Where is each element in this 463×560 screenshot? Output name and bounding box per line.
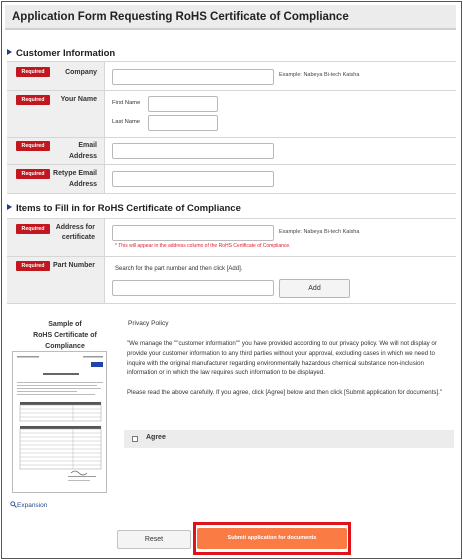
- address-label-line1: Address for: [55, 224, 95, 231]
- address-example: Example: Nabeya Bi-tech Kaisha: [279, 229, 360, 235]
- retype-email-label-cell: [7, 165, 105, 193]
- company-label: Company: [65, 69, 97, 76]
- retype-email-label-line1: Retype Email: [53, 170, 97, 177]
- page-title: Application Form Requesting RoHS Certificate of Compliance: [12, 11, 349, 23]
- name-row: [7, 91, 456, 138]
- certificate-preview-image: [13, 352, 107, 493]
- items-section-heading: [7, 203, 241, 214]
- agree-checkbox[interactable]: [132, 436, 138, 442]
- customer-section-heading: [7, 48, 115, 59]
- sample-title-line2: RoHS Certificate of: [33, 332, 97, 339]
- email-label-line1: Email: [78, 142, 97, 149]
- part-number-label: Part Number: [52, 262, 95, 269]
- submit-button[interactable]: Submit application for documents: [197, 528, 347, 549]
- part-search-hint: Search for the part number and then click [Add].: [115, 266, 243, 272]
- expansion-label: Expansion: [17, 502, 48, 509]
- section-marker-icon: [7, 204, 12, 210]
- address-input[interactable]: [112, 225, 274, 241]
- first-name-label: First Name: [112, 100, 141, 106]
- customer-section-title: Customer Information: [16, 48, 116, 59]
- company-example: Example: Nabeya Bi-tech Kaisha: [279, 72, 360, 78]
- privacy-paragraph-2: Please read the above carefully. If you agree, click [Agree] below and then click [Submit application for documents].": [127, 388, 443, 396]
- reset-button[interactable]: Reset: [117, 530, 191, 549]
- magnifier-icon: [10, 501, 17, 508]
- customer-table: [7, 61, 456, 193]
- name-label: Your Name: [60, 96, 97, 103]
- retype-email-input[interactable]: [112, 171, 274, 187]
- address-label-line2: certificate: [61, 234, 95, 241]
- agree-label[interactable]: Agree: [146, 434, 166, 441]
- add-button[interactable]: Add: [279, 279, 350, 298]
- required-badge: Required: [16, 169, 50, 179]
- first-name-input[interactable]: [148, 96, 218, 112]
- email-label-cell: [7, 138, 105, 164]
- last-name-label: Last Name: [112, 119, 141, 125]
- email-label-line2: Address: [68, 153, 97, 160]
- privacy-heading: Privacy Policy: [128, 320, 169, 327]
- privacy-paragraph-1: "We manage the ""customer information"" you have provided according to our privacy policy. We will not display or provide your customer information to any third parties without your approval, excluding cases in which we need to inquire with the original manufacturer regarding environmentally hazardous chemical substance non-inclusion information or in which the law requires such information to be displayed.: [127, 340, 437, 377]
- company-label-cell: [7, 62, 105, 90]
- address-label-cell: [7, 219, 105, 256]
- company-input[interactable]: [112, 69, 274, 85]
- required-badge: Required: [16, 224, 50, 234]
- agree-row: [124, 430, 454, 448]
- title-bar: [5, 5, 456, 30]
- items-section-title: Items to Fill in for RoHS Certificate of Compliance: [16, 203, 241, 214]
- name-label-cell: [7, 91, 105, 137]
- sample-certificate-thumbnail[interactable]: [12, 351, 107, 493]
- sample-title: [22, 319, 108, 352]
- email-input[interactable]: [112, 143, 274, 159]
- address-note: * This will appear in the address column of the RoHS Certificate of Compliance.: [115, 243, 291, 249]
- section-marker-icon: [7, 49, 12, 55]
- expansion-link[interactable]: [10, 501, 47, 509]
- sample-title-line3: Compliance: [45, 343, 85, 350]
- sample-title-line1: Sample of: [48, 321, 82, 328]
- items-table: [7, 218, 456, 303]
- part-number-row: [7, 257, 456, 304]
- required-badge: Required: [16, 261, 50, 271]
- company-row: [7, 62, 456, 91]
- required-badge: Required: [16, 141, 50, 151]
- required-badge: Required: [16, 67, 50, 77]
- part-number-input[interactable]: [112, 280, 274, 296]
- part-label-cell: [7, 257, 105, 303]
- required-badge: Required: [16, 95, 50, 105]
- retype-email-label-line2: Address: [68, 181, 97, 188]
- privacy-text: [127, 339, 452, 408]
- last-name-input[interactable]: [148, 115, 218, 131]
- email-row: [7, 138, 456, 165]
- retype-email-row: [7, 165, 456, 194]
- address-row: [7, 219, 456, 257]
